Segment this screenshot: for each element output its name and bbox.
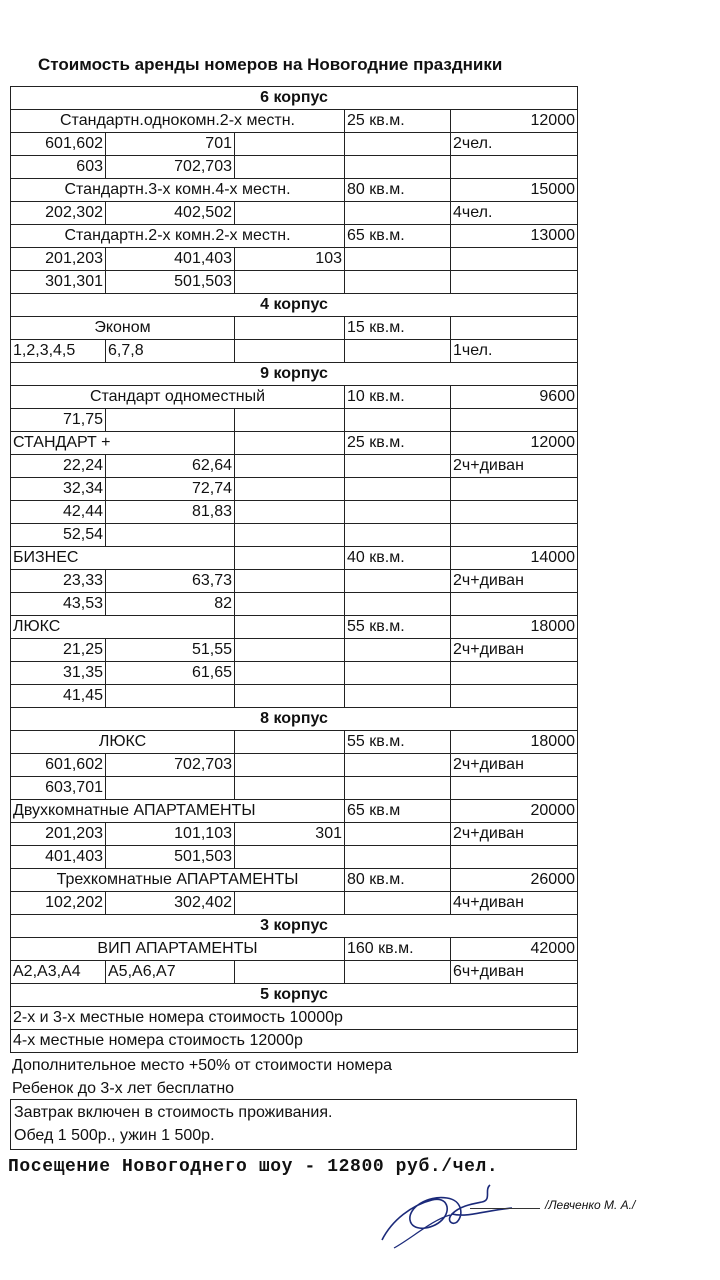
table-cell: 601,602	[11, 754, 106, 777]
table-cell: 12000	[451, 432, 578, 455]
table-cell: 23,33	[11, 570, 106, 593]
table-cell: А2,А3,А4	[11, 961, 106, 984]
table-cell	[345, 478, 451, 501]
child-note: Ребенок до 3-х лет бесплатно	[12, 1080, 235, 1097]
table-cell	[106, 524, 235, 547]
meals-price-note: Обед 1 500р., ужин 1 500р.	[14, 1127, 215, 1144]
table-cell	[235, 777, 345, 800]
table-cell: 18000	[451, 616, 578, 639]
table-cell	[235, 754, 345, 777]
table-cell: 61,65	[106, 662, 235, 685]
table-cell	[451, 777, 578, 800]
table-cell: 6ч+диван	[451, 961, 578, 984]
table-cell	[345, 271, 451, 294]
table-cell	[235, 133, 345, 156]
table-cell: 202,302	[11, 202, 106, 225]
table-cell: 82	[106, 593, 235, 616]
table-cell	[345, 524, 451, 547]
table-cell	[345, 685, 451, 708]
table-cell: 4ч+диван	[451, 892, 578, 915]
table-cell: 51,55	[106, 639, 235, 662]
table-cell	[235, 478, 345, 501]
table-cell: ЛЮКС	[11, 731, 235, 754]
table-cell: 1,2,3,4,5	[11, 340, 106, 363]
table-cell: 2ч+диван	[451, 754, 578, 777]
table-cell	[345, 340, 451, 363]
document-title: Стоимость аренды номеров на Новогодние праздники	[38, 55, 503, 74]
extra-bed-note: Дополнительное место +50% от стоимости номера	[12, 1057, 393, 1074]
table-cell: БИЗНЕС	[11, 547, 235, 570]
table-cell	[345, 754, 451, 777]
table-cell	[106, 409, 235, 432]
table-cell: 15000	[451, 179, 578, 202]
section-header: 4 корпус	[11, 294, 578, 317]
table-cell: 160 кв.м.	[345, 938, 451, 961]
table-cell: Стандартн.однокомн.2-х местн.	[11, 110, 345, 133]
table-cell: А5,А6,А7	[106, 961, 235, 984]
table-cell: 501,503	[106, 271, 235, 294]
table-cell: 25 кв.м.	[345, 432, 451, 455]
table-cell: 501,503	[106, 846, 235, 869]
table-cell: 402,502	[106, 202, 235, 225]
table-cell	[345, 777, 451, 800]
table-cell: 2ч+диван	[451, 570, 578, 593]
table-cell	[345, 501, 451, 524]
table-cell: 2ч+диван	[451, 823, 578, 846]
table-cell	[235, 639, 345, 662]
table-cell	[451, 846, 578, 869]
table-cell	[345, 248, 451, 271]
table-cell: Двухкомнатные АПАРТАМЕНТЫ	[11, 800, 345, 823]
table-cell	[451, 156, 578, 179]
table-cell: Стандартн.2-х комн.2-х местн.	[11, 225, 345, 248]
new-year-show-price: Посещение Новогоднего шоу - 12800 руб./чел.	[8, 1157, 499, 1177]
table-cell	[235, 593, 345, 616]
table-cell: 42,44	[11, 501, 106, 524]
table-cell	[451, 662, 578, 685]
table-cell: 1чел.	[451, 340, 578, 363]
table-cell	[451, 409, 578, 432]
table-cell	[345, 570, 451, 593]
section-header: 3 корпус	[11, 915, 578, 938]
table-cell: 13000	[451, 225, 578, 248]
table-cell	[235, 340, 345, 363]
table-cell: 401,403	[106, 248, 235, 271]
table-cell: 2ч+диван	[451, 639, 578, 662]
table-cell	[235, 731, 345, 754]
table-cell	[235, 409, 345, 432]
table-cell	[345, 823, 451, 846]
meals-box	[10, 1099, 577, 1150]
table-cell	[345, 409, 451, 432]
price-table	[10, 86, 578, 1053]
table-cell: 4чел.	[451, 202, 578, 225]
table-cell: 301	[235, 823, 345, 846]
table-cell	[235, 202, 345, 225]
table-cell	[345, 892, 451, 915]
table-cell: 65 кв.м	[345, 800, 451, 823]
table-cell: ЛЮКС	[11, 616, 235, 639]
table-cell	[345, 133, 451, 156]
table-cell: 21,25	[11, 639, 106, 662]
table-cell: 603	[11, 156, 106, 179]
table-cell	[235, 432, 345, 455]
table-cell	[106, 777, 235, 800]
table-cell: 55 кв.м.	[345, 731, 451, 754]
signature-name: /Левченко М. А./	[545, 1198, 636, 1212]
table-cell: 15 кв.м.	[345, 317, 451, 340]
table-cell: 9600	[451, 386, 578, 409]
table-cell: 201,203	[11, 248, 106, 271]
table-cell: 80 кв.м.	[345, 179, 451, 202]
table-cell: 22,24	[11, 455, 106, 478]
table-cell	[345, 961, 451, 984]
table-cell	[451, 317, 578, 340]
table-cell: 102,202	[11, 892, 106, 915]
table-cell	[451, 524, 578, 547]
table-cell: 18000	[451, 731, 578, 754]
table-cell: 302,402	[106, 892, 235, 915]
table-cell: 2чел.	[451, 133, 578, 156]
section-header: 6 корпус	[11, 87, 578, 110]
table-cell: 55 кв.м.	[345, 616, 451, 639]
table-cell: Стандарт одноместный	[11, 386, 345, 409]
table-cell: Стандартн.3-х комн.4-х местн.	[11, 179, 345, 202]
table-cell	[235, 317, 345, 340]
table-cell: 32,34	[11, 478, 106, 501]
table-cell	[235, 455, 345, 478]
table-cell: Трехкомнатные АПАРТАМЕНТЫ	[11, 869, 345, 892]
table-cell	[345, 156, 451, 179]
table-cell	[235, 961, 345, 984]
table-cell: 6,7,8	[106, 340, 235, 363]
section-header: 8 корпус	[11, 708, 578, 731]
breakfast-note: Завтрак включен в стоимость проживания.	[14, 1104, 333, 1121]
table-cell	[345, 639, 451, 662]
table-cell: 40 кв.м.	[345, 547, 451, 570]
table-cell	[235, 892, 345, 915]
table-cell	[345, 846, 451, 869]
table-cell	[106, 685, 235, 708]
table-cell	[235, 524, 345, 547]
table-cell: 81,83	[106, 501, 235, 524]
table-cell	[235, 501, 345, 524]
table-cell: 101,103	[106, 823, 235, 846]
table-cell: 63,73	[106, 570, 235, 593]
table-cell: 41,45	[11, 685, 106, 708]
table-cell: 42000	[451, 938, 578, 961]
table-cell	[451, 593, 578, 616]
table-cell	[345, 202, 451, 225]
table-cell	[451, 685, 578, 708]
signature-line	[470, 1208, 540, 1209]
table-cell: 702,703	[106, 156, 235, 179]
table-cell: 25 кв.м.	[345, 110, 451, 133]
table-cell	[345, 593, 451, 616]
table-cell	[235, 547, 345, 570]
table-cell: 2ч+диван	[451, 455, 578, 478]
table-cell	[235, 616, 345, 639]
table-cell	[451, 271, 578, 294]
table-cell: 71,75	[11, 409, 106, 432]
table-cell: 603,701	[11, 777, 106, 800]
table-cell: 701	[106, 133, 235, 156]
table-cell	[235, 662, 345, 685]
table-cell: 62,64	[106, 455, 235, 478]
table-cell: 12000	[451, 110, 578, 133]
table-cell: 31,35	[11, 662, 106, 685]
table-cell: 52,54	[11, 524, 106, 547]
section-header: 5 корпус	[11, 984, 578, 1007]
table-cell: 80 кв.м.	[345, 869, 451, 892]
table-cell: 65 кв.м.	[345, 225, 451, 248]
table-cell: 702,703	[106, 754, 235, 777]
table-cell: 20000	[451, 800, 578, 823]
table-cell	[235, 685, 345, 708]
table-cell: 601,602	[11, 133, 106, 156]
table-cell: 26000	[451, 869, 578, 892]
table-cell	[235, 570, 345, 593]
table-cell	[345, 455, 451, 478]
table-cell: 301,301	[11, 271, 106, 294]
table-cell: СТАНДАРТ +	[11, 432, 235, 455]
table-cell: 2-х и 3-х местные номера стоимость 10000р	[11, 1007, 578, 1030]
table-cell	[345, 662, 451, 685]
table-cell	[235, 156, 345, 179]
table-cell	[451, 478, 578, 501]
table-cell: 10 кв.м.	[345, 386, 451, 409]
table-cell	[451, 248, 578, 271]
table-cell	[235, 271, 345, 294]
table-cell	[451, 501, 578, 524]
table-cell: 14000	[451, 547, 578, 570]
table-cell	[235, 846, 345, 869]
table-cell: 401,403	[11, 846, 106, 869]
table-cell: 72,74	[106, 478, 235, 501]
table-cell: ВИП АПАРТАМЕНТЫ	[11, 938, 345, 961]
table-cell: 201,203	[11, 823, 106, 846]
table-cell: Эконом	[11, 317, 235, 340]
section-header: 9 корпус	[11, 363, 578, 386]
table-cell: 43,53	[11, 593, 106, 616]
table-cell: 103	[235, 248, 345, 271]
table-cell: 4-х местные номера стоимость 12000р	[11, 1030, 578, 1053]
